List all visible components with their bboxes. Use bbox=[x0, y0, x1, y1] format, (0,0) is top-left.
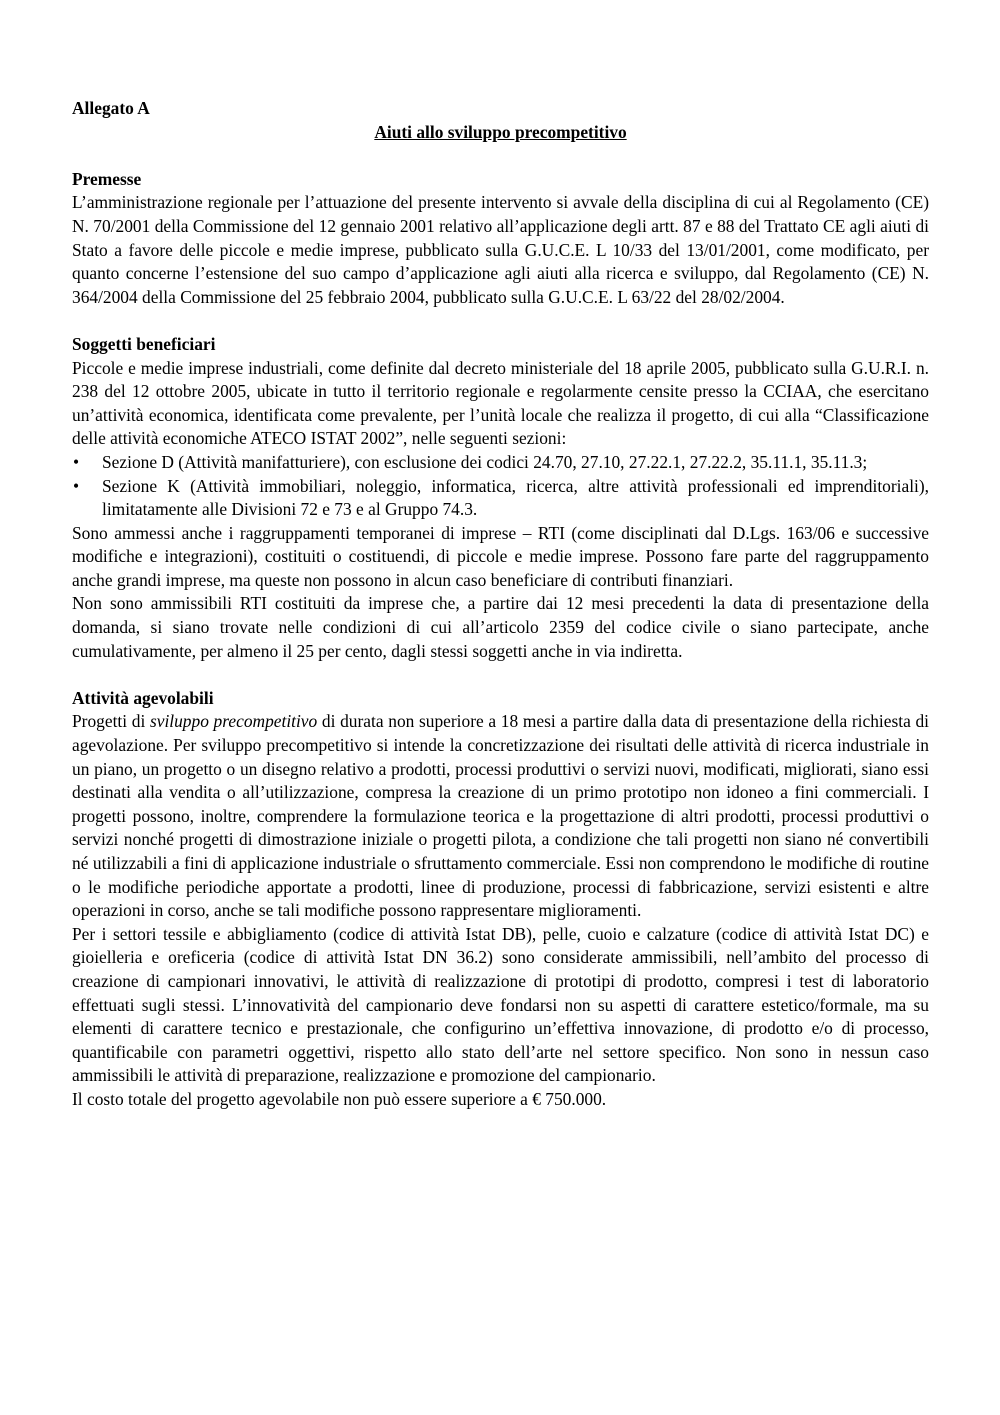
section-soggetti-beneficiari bbox=[72, 333, 929, 663]
list-item-text: Sezione D (Attività manifatturiere), con esclusione dei codici 24.70, 27.10, 27.22.1, 27.22.2, 35.11.1, 35.11.3; bbox=[102, 451, 868, 472]
premesse-paragraph: L’amministrazione regionale per l’attuazione del presente intervento si avvale della disciplina di cui al Regolamento (CE) N. 70/2001 della Commissione del 12 gennaio 2001 relativo all’applicazione degli artt. 87 e 88 del Trattato CE agli aiuti di Stato a favore delle piccole e medie imprese, pubblicato sulla G.U.C.E. L 10/33 del 13/01/2001, come modificato, per quanto concerne l’estensione del suo campo d’applicazione agli aiuti alla ricerca e sviluppo, dal Regolamento (CE) N. 364/2004 della Commissione del 25 febbraio 2004, pubblicato sulla G.U.C.E. L 63/22 del 28/02/2004. bbox=[72, 192, 929, 307]
section-attivita-agevolabili bbox=[72, 687, 929, 1112]
attivita-p1-italic: sviluppo precompetitivo bbox=[149, 711, 318, 732]
bullet-icon: • bbox=[73, 451, 80, 472]
rti-paragraph: Sono ammessi anche i raggruppamenti temporanei di imprese – RTI (come disciplinati dal D.Lgs. 163/06 e successive modifiche e integrazioni), costituiti o costituendi, di piccole e medie imprese. Possono fare parte del raggruppamento anche grandi imprese, ma queste non possono in alcun caso beneficiare di contributi finanziari. bbox=[72, 522, 929, 590]
attivita-paragraph-1 bbox=[72, 710, 929, 922]
document-title: Aiuti allo sviluppo precompetitivo bbox=[374, 121, 627, 142]
attivita-paragraph-3: Il costo totale del progetto agevolabile non può essere superiore a € 750.000. bbox=[72, 1088, 607, 1109]
sezioni-list bbox=[72, 451, 929, 522]
annex-label: Allegato A bbox=[72, 98, 150, 118]
attivita-heading: Attività agevolabili bbox=[72, 687, 214, 708]
bullet-icon: • bbox=[73, 475, 80, 496]
attivita-paragraph-2: Per i settori tessile e abbigliamento (codice di attività Istat DB), pelle, cuoio e calzature (codice di attività Istat DC) e gioielleria e oreficeria (codice di attività Istat DN 36.2) sono considerate ammissibili, nell’ambito del processo di creazione di campionari innovativi, le attività di realizzazione di prototipi di prodotto, compresi i test di laboratorio effettuati sugli stessi. L’innovatività del campionario deve fondarsi non su aspetti di carattere estetico/formale, ma su elementi di carattere tecnico e prestazionale, che configurino un’effettiva innovazione, di prodotto e/o di processo, quantificabile con parametri oggettivi, rispetto allo stato dell’arte nel settore specifico. Non sono in nessun caso ammissibili le attività di preparazione, realizzazione e promozione del campionario. bbox=[72, 923, 929, 1086]
soggetti-intro-paragraph: Piccole e medie imprese industriali, come definite dal decreto ministeriale del 18 aprile 2005, pubblicato sulla G.U.R.I. n. 238 del 12 ottobre 2005, ubicate in tutto il territorio regionale e regolarmente censite presso la CCIAA, che esercitano un’attività economica, identificata come prevalente, per l’unità locale che realizza il progetto, di cui alla “Classificazione delle attività economiche ATECO ISTAT 2002”, nelle seguenti sezioni: bbox=[72, 357, 929, 449]
attivita-p1-before: Progetti di bbox=[72, 711, 150, 732]
section-premesse bbox=[72, 168, 929, 310]
list-item bbox=[72, 475, 929, 522]
list-item-text: Sezione K (Attività immobiliari, noleggio, informatica, ricerca, altre attività professionali ed imprenditoriali), limitatamente alle Divisioni 72 e 73 e al Gruppo 74.3. bbox=[102, 475, 929, 520]
list-item bbox=[72, 451, 929, 475]
premesse-heading: Premesse bbox=[72, 168, 142, 189]
rti-exclusion-paragraph: Non sono ammissibili RTI costituiti da imprese che, a partire dai 12 mesi precedenti la data di presentazione della domanda, si siano trovate nelle condizioni di cui all’articolo 2359 del codice civile o siano partecipate, anche cumulativamente, per almeno il 25 per cento, dagli stessi soggetti anche in via indiretta. bbox=[72, 593, 929, 661]
attivita-p1-after: di durata non superiore a 18 mesi a partire dalla data di presentazione della richiesta di agevolazione. Per sviluppo precompetitivo si intende la concretizzazione dei risultati delle attività di ricerca industriale in un piano, un progetto o un disegno relativo a prodotti, processi produttivi o servizi nuovi, modificati, migliorati, siano essi destinati alla vendita o all’utilizzazione, compresa la creazione di un primo prototipo non idoneo a fini commerciali. I progetti possono, inoltre, comprendere la formulazione teorica e la progettazione di altri prodotti, processi produttivi o servizi nonché progetti di dimostrazione iniziale o progetti pilota, a condizione che tali progetti non siano né convertibili né utilizzabili a fini di applicazione industriale o sfruttamento commerciale. Essi non comprendono le modifiche di routine o le modifiche periodiche apportate a prodotti, linee di produzione, processi di fabbricazione, servizi esistenti e altre operazioni in corso, anche se tali modifiche possono rappresentare miglioramenti. bbox=[72, 711, 929, 921]
document-page bbox=[72, 97, 929, 1112]
soggetti-heading: Soggetti beneficiari bbox=[72, 333, 216, 354]
